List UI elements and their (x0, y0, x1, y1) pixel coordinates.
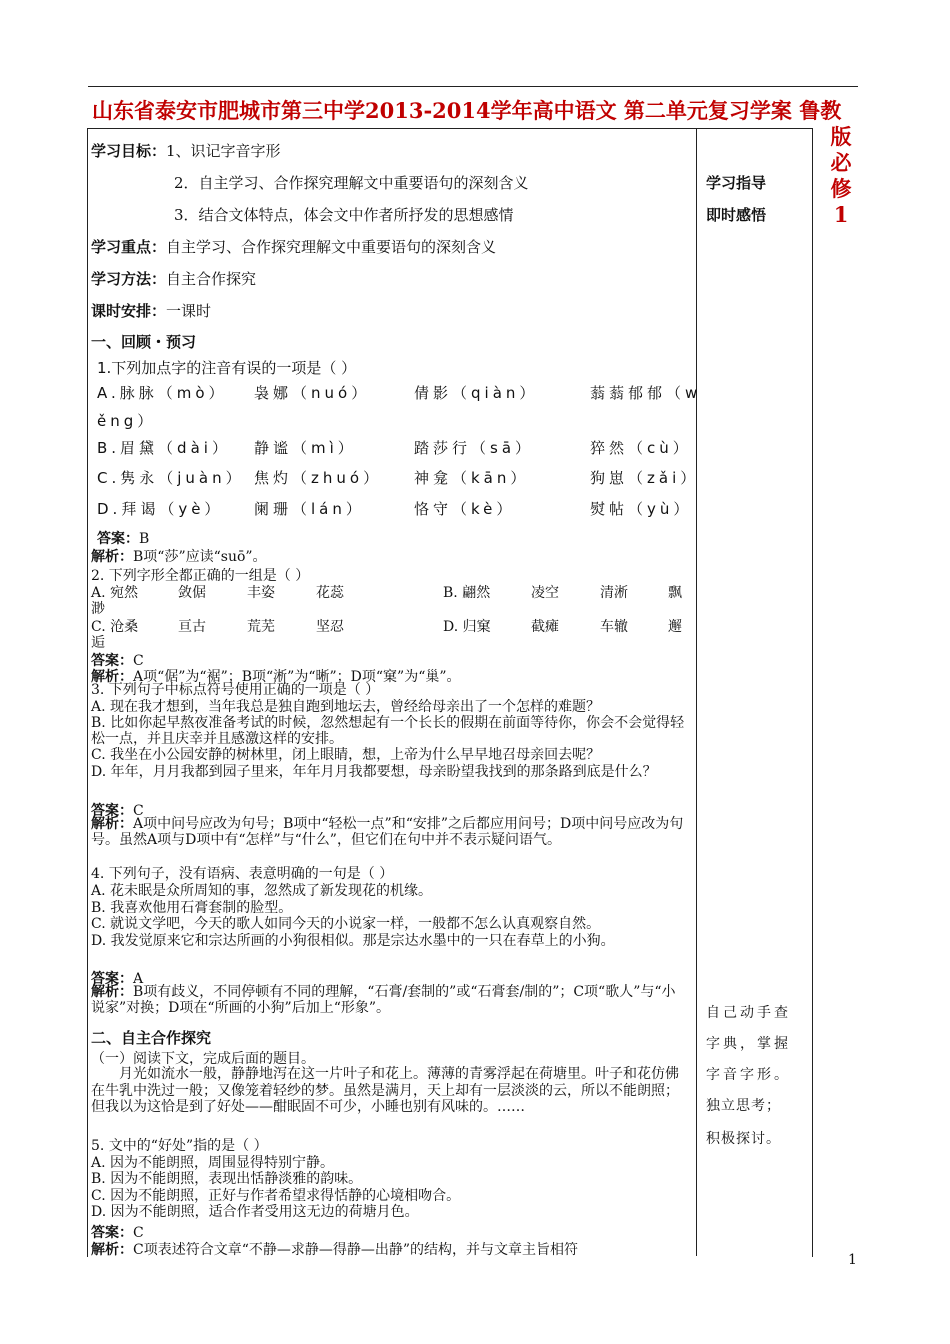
q2-analysis-label: 解析： (91, 669, 133, 685)
q2-d-4: 邂 (668, 619, 682, 635)
q4-answer-label: 答案： (91, 971, 133, 987)
method (91, 268, 256, 289)
objective-3: 3．结合文体特点，体会文中作者所抒发的思想感情 (174, 206, 514, 224)
q5-answer-label: 答案： (91, 1225, 133, 1241)
section-1-heading: 一、回顾・预习 (91, 333, 197, 351)
q1-d-1: D.拜谒（yè） (97, 500, 224, 518)
q4-option-d: D. 我发觉原来它和宗达所画的小狗很相似。那是宗达水墨中的一只在春草上的小狗。 (91, 933, 615, 949)
q1-b-4: 猝然（cù） (590, 439, 692, 457)
q5-option-a: A. 因为不能朗照，周围显得特别宁静。 (91, 1155, 335, 1171)
q5-option-d: D. 因为不能朗照，适合作者受用这无边的荷塘月色。 (91, 1204, 419, 1220)
q2-c-1: C. 沧桑 (91, 619, 139, 635)
objective-1: 1、识记字音字形 (166, 142, 281, 160)
q2-answer-label: 答案： (91, 653, 133, 669)
objectives (91, 140, 281, 161)
q1-a-4: 蓊蓊郁郁（w (590, 384, 702, 402)
q3-stem: 3. 下列句子中标点符号使用正确的一项是（ ） (91, 682, 380, 698)
q1-answer-value: B (139, 531, 150, 547)
q3-answer-label: 答案： (91, 803, 133, 819)
schedule-label: 课时安排： (91, 302, 167, 320)
q1-answer-label: 答案： (97, 531, 139, 547)
q3-analysis (91, 817, 689, 848)
q3-option-d: D. 年年，月月我都到园子里来，年年月月我都要想，母亲盼望我找到的那条路到底是什么？ (91, 764, 657, 780)
q3-option-b: B. 比如你起早熬夜准备考试的时候，忽然想起有一个长长的假期在前面等待你，你会不会觉得轻松一点，并且庆幸并且感激这样的安排。 (91, 715, 685, 747)
q1-answer (97, 528, 149, 548)
q4-analysis-text: B项有歧义，不同停顿有不同的理解，“石膏/套制的”或“石膏套/制的”；C项“歌人”与“小说家”对换；D项在“所画的小狗”后加上“形象”。 (91, 984, 676, 1016)
q1-d-4: 熨帖（yù） (590, 500, 693, 518)
q4-analysis (91, 985, 689, 1016)
q2-c-3: 荒芜 (247, 619, 275, 635)
q2-analysis-text: A项“倨”为“裾”；B项“淅”为“晰”；D项“窠”为“巢”。 (133, 669, 461, 685)
schedule (91, 300, 211, 321)
q1-c-1: C.隽永（juàn） (97, 469, 245, 487)
q1-stem: 1.下列加点字的注音有误的一项是（ ） (97, 359, 357, 377)
q2-d-2: 截瘫 (531, 619, 559, 635)
q1-a-2: 袅娜（nuó） (254, 384, 371, 402)
q2-d-1: D. 归窠 (443, 619, 491, 635)
side-note-think: 独立思考； (706, 1098, 781, 1114)
q5-analysis (91, 1239, 578, 1259)
header-rule (88, 86, 858, 87)
q1-analysis-label: 解析： (91, 549, 133, 565)
q1-c-4: 狗崽（zǎi） (590, 469, 700, 487)
method-label: 学习方法： (91, 270, 167, 288)
q2-c-4: 坚忍 (316, 619, 344, 635)
q4-stem: 4. 下列句子，没有语病、表意明确的一句是（ ） (91, 866, 394, 882)
side-heading-reflection: 即时感悟 (706, 206, 767, 224)
q1-analysis (91, 546, 267, 566)
q2-d-wrap: 逅 (91, 635, 105, 651)
q1-a-1: A.脉脉（mò） (97, 384, 228, 402)
q2-a-1: A. 宛然 (91, 585, 139, 601)
q2-c-2: 亘古 (178, 619, 206, 635)
q3-answer-value: C (133, 803, 144, 819)
q4-option-c: C. 就说文学吧，今天的歌人如同今天的小说家一样，一般都不怎么认真观察自然。 (91, 916, 601, 932)
q2-b-2: 凌空 (531, 585, 559, 601)
q2-answer-value: C (133, 653, 144, 669)
q3-analysis-label: 解析： (91, 816, 133, 832)
q2-a-4: 花蕊 (316, 585, 344, 601)
q1-b-3: 踏莎行（sā） (414, 439, 535, 457)
column-divider (696, 128, 697, 1256)
objectives-label: 学习目标： (91, 142, 167, 160)
side-heading-guidance: 学习指导 (706, 174, 767, 192)
q4-option-b: B. 我喜欢他用石膏套制的脸型。 (91, 900, 293, 916)
q5-analysis-label: 解析： (91, 1242, 133, 1258)
q1-analysis-text: B项“莎”应读“suō”。 (133, 549, 267, 565)
q2-a-3: 丰姿 (247, 585, 275, 601)
q1-c-3: 神龛（kān） (414, 469, 530, 487)
q2-b-3: 清淅 (600, 585, 628, 601)
document-title: 山东省泰安市肥城市第三中学2013-2014学年高中语文 第二单元复习学案 鲁教 (92, 98, 842, 123)
q1-a-wrap: ěng） (97, 412, 157, 430)
q1-b-2: 静谧（mì） (254, 439, 357, 457)
method-text: 自主合作探究 (166, 270, 257, 288)
q2-a-2: 敛倨 (178, 585, 206, 601)
q4-analysis-label: 解析： (91, 984, 133, 1000)
q1-d-2: 阑珊（lán） (254, 500, 365, 518)
q5-option-c: C. 因为不能朗照，正好与作者希望求得恬静的心境相吻合。 (91, 1188, 461, 1204)
schedule-text: 一课时 (166, 302, 212, 320)
q5-option-b: B. 因为不能朗照，表现出恬静淡雅的韵味。 (91, 1171, 363, 1187)
q1-d-3: 恪守（kè） (414, 500, 516, 518)
q2-b-wrap: 渺 (91, 601, 105, 617)
side-note-dictionary: 自己动手查字典，掌握字音字形。 (706, 1005, 791, 1083)
q2-d-3: 车辙 (600, 619, 628, 635)
q3-option-a: A. 现在我才想到，当年我总是独自跑到地坛去，曾经给母亲出了一个怎样的难题？ (91, 699, 601, 715)
q3-analysis-text: A项中问号应改为句号；B项中“轻松一点”和“安排”之后都应用问号；D项中问号应改为句号。虽然A项与D项中有“怎样”与“什么”，但它们在句中并不表示疑问语气。 (91, 816, 684, 848)
focus-label: 学习重点： (91, 238, 167, 256)
focus (91, 236, 496, 257)
q4-answer-value: A (133, 971, 144, 987)
objective-2: 2．自主学习、合作探究理解文中重要语句的深刻含义 (174, 174, 529, 192)
q2-b-4: 飘 (668, 585, 682, 601)
q2-b-1: B. 翩然 (443, 585, 491, 601)
reading-intro: （一）阅读下文，完成后面的题目。 (91, 1051, 315, 1067)
page-number: 1 (848, 1252, 857, 1268)
q4-option-a: A. 花未眠是众所周知的事，忽然成了新发现花的机缘。 (91, 883, 433, 899)
q5-stem: 5. 文中的“好处”指的是（ ） (91, 1138, 268, 1154)
document-title-continuation: 版 必 修 1 (830, 124, 852, 227)
section-2-heading: 二、自主合作探究 (91, 1029, 212, 1047)
q2-stem: 2. 下列字形全都正确的一组是（ ） (91, 568, 310, 584)
q1-b-1: B.眉黛（dài） (97, 439, 231, 457)
side-note-discuss: 积极探讨。 (706, 1131, 781, 1147)
q1-c-2: 焦灼（zhuó） (254, 469, 383, 487)
q5-analysis-text: C项表述符合文章“不静—求静—得静—出静”的结构，并与文章主旨相符 (133, 1242, 579, 1258)
q5-answer-value: C (133, 1225, 144, 1241)
q1-a-3: 倩影（qiàn） (414, 384, 539, 402)
focus-text: 自主学习、合作探究理解文中重要语句的深刻含义 (166, 238, 497, 256)
q3-option-c: C. 我坐在小公园安静的树林里，闭上眼睛，想，上帝为什么早早地召母亲回去呢？ (91, 747, 601, 763)
reading-passage: 月光如流水一般，静静地泻在这一片叶子和花上。薄薄的青雾浮起在荷塘里。叶子和花仿佛在牛乳中洗过一般；又像笼着轻纱的梦。虽然是满月，天上却有一层淡淡的云，所以不能朗照；但我以为这恰是到了好处——酣眠固不可少，小睡也别有风味的。…… (91, 1066, 679, 1115)
